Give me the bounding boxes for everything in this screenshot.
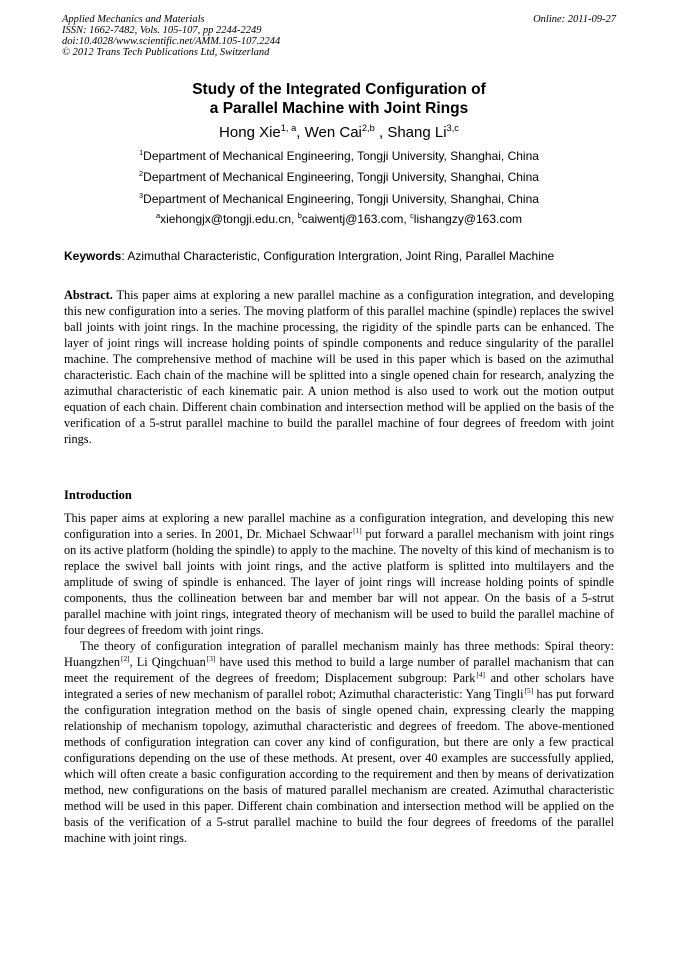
email-address: xiehongjx@tongji.edu.cn,	[160, 212, 298, 226]
paragraph-text: This paper aims at exploring a new parallel machine as a configuration integration, and developing this new configuration into a series. In 2001, Dr. Michael Schwaar	[64, 511, 614, 541]
journal-header	[62, 14, 616, 58]
title-line-1: Study of the Integrated Configuration of	[192, 81, 486, 98]
author-affiliation-mark: 1, a	[280, 123, 297, 133]
title-line-2: a Parallel Machine with Joint Rings	[209, 100, 469, 117]
email-list	[62, 212, 616, 227]
affiliation-text: Department of Mechanical Engineering, Tongji University, Shanghai, China	[143, 170, 539, 184]
email-mark: b	[297, 211, 302, 220]
introduction-body	[64, 510, 614, 846]
issn-line: ISSN: 1662-7482, Vols. 105-107, pp 2244-2249	[62, 25, 262, 36]
paragraph-text: have used this method to build a large number of parallel machanism that can meet the requirement of the degrees of freedom; Displacement subgroup: Park	[64, 655, 614, 685]
citation: [5]	[524, 685, 534, 695]
affiliation-text: Department of Mechanical Engineering, Tongji University, Shanghai, China	[143, 149, 539, 163]
paragraph-text: , Li Qingchuan	[129, 655, 206, 669]
affiliation-number: 2	[139, 169, 144, 178]
section-heading-introduction: Introduction	[64, 488, 132, 502]
journal-name: Applied Mechanics and Materials	[62, 14, 205, 25]
affiliation	[62, 149, 616, 164]
copyright-line: © 2012 Trans Tech Publications Ltd, Switzerland	[62, 47, 270, 58]
paragraph-text: The theory of configuration integration of parallel mechanism mainly has three methods: Spiral theory: Huangzhen	[64, 639, 614, 669]
email-address: caiwentj@163.com,	[301, 212, 411, 226]
affiliation	[62, 170, 616, 185]
email-mark: a	[155, 211, 161, 220]
doi-line: doi:10.4028/www.scientific.net/AMM.105-107.2244	[62, 36, 281, 47]
author-name: Hong Xie	[219, 124, 281, 141]
abstract-text: This paper aims at exploring a new parallel machine as a configuration integration, and developing this new configuration into a series. The moving platform of this parallel machine (spindle) replaces the swivel ball joints with joint rings. In the machine processing, the rigidity of the spindle parts can be enhanced. The layer of joint rings will increase holding points of spindle components and reduce singularity of the parallel machine. The comprehensive method of machine will be used in this paper which is based on the azimuthal characteristic. Each chain of the machine will be splitted into a single opened chain for research, analyzing the azimuthal characteristic of each kinematic pair. A union method is also used to work out the motion output equation of each chain. Different chain combination and intersection method will be applied on the basis of the verification of a 5-strut parallel machine to build the parallel machine of four degrees of freedom with joint rings.	[64, 288, 614, 446]
affiliation-number: 3	[139, 191, 144, 200]
citation: [4]	[476, 669, 485, 679]
abstract-label: Abstract.	[64, 288, 113, 302]
citation: [3]	[206, 653, 216, 663]
keywords	[64, 249, 616, 264]
author-list	[62, 124, 616, 142]
online-date: Online: 2011-09-27	[533, 14, 616, 25]
paragraph-text: has put forward the configuration integration method on the basis of single opened chain, expressing clearly the mapping relationship of mechanism topology, azimuthal characteristic and degrees of freedom. The above-mentioned methods of configuration integration can cover any kind of configuration, but there are only a few practical configurations depending on the use of these methods. At present, over 40 examples are successfully applied, which will often create a basic configuration according to the requirement and then by means of derivatization method, new configurations on the basis of matured parallel mechanism are created. Azimuthal characteristic method will be used in this paper. Different chain combination and intersection method will be applied on the basis of the verification of a 5-strut parallel machine to build the four degrees of freedoms of the parallel machine with joint rings.	[64, 687, 614, 845]
author-name: Shang Li	[387, 124, 447, 141]
paper-title	[62, 80, 616, 118]
author-affiliation-mark: 3,c	[446, 123, 459, 133]
author-separator: ,	[374, 124, 388, 141]
email-mark: c	[410, 211, 414, 220]
affiliation-number: 1	[139, 148, 144, 157]
keywords-text: : Azimuthal Characteristic, Configuration Intergration, Joint Ring, Parallel Machine	[121, 249, 555, 263]
author-affiliation-mark: 2,b	[361, 123, 375, 133]
citation: [1]	[353, 525, 362, 535]
author-separator: ,	[296, 124, 305, 141]
affiliation-text: Department of Mechanical Engineering, Tongji University, Shanghai, China	[143, 192, 539, 206]
paragraph-text: and other scholars have integrated a series of new mechanism of parallel robot; Azimuthal characteristic: Yang Tingli	[64, 671, 614, 701]
paragraph	[64, 510, 614, 638]
citation: [2]	[121, 653, 130, 663]
paragraph	[64, 638, 614, 846]
email-address: lishangzy@163.com	[413, 212, 523, 226]
author-name: Wen Cai	[304, 124, 362, 141]
abstract	[64, 287, 614, 447]
paragraph-text: put forward a parallel mechanism with joint rings on its active platform (holding the spindle) to apply to the machine. The novelty of this kind of mechanism is to replace the swivel ball joints with joint rings, and the active platform is splitted into multilayers and the amplitude of swing of spindle is enhanced. The layer of joint rings will increase holding points of spindle components, thus the collineation between bar and member bar will not appear. On the basis of a 5-strut parallel machine with joint rings, integrated theory of mechanism will be used to build the parallel machine of four degrees of freedom with joint rings.	[64, 527, 614, 637]
keywords-label: Keywords	[64, 249, 122, 263]
affiliation	[62, 192, 616, 207]
